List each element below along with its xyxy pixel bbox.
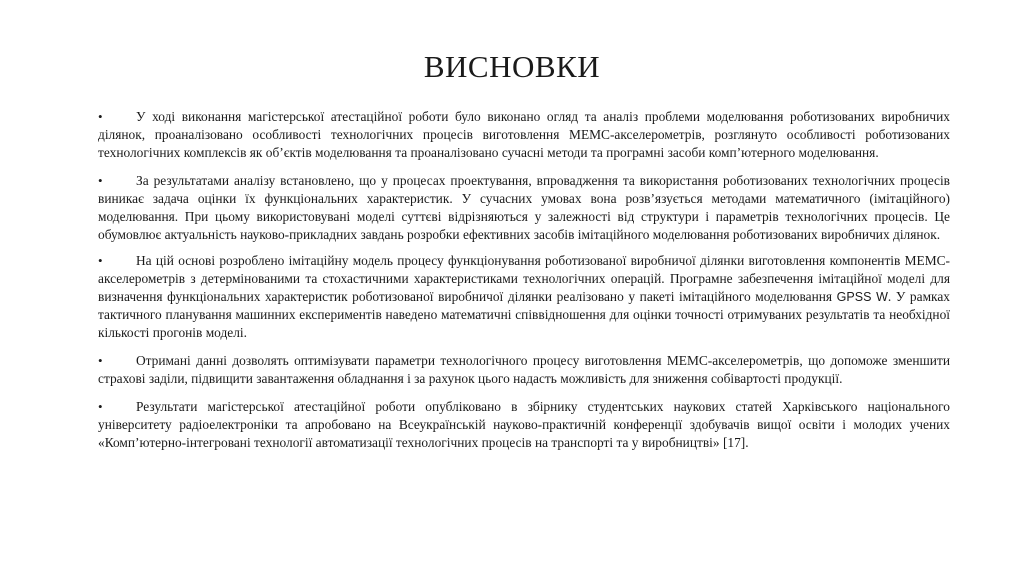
- conclusion-text-4: Отримані данні дозволять оптимізувати параметри технологічного процесу виготовлення МЕМС-акселерометрів, що допоможе зменшити страхові заділи, підвищити завантаження обладнання і за рахунок цього надасть можливість для зниження собівартості продукції.: [98, 353, 950, 386]
- slide-title: ВИСНОВКИ: [423, 49, 601, 84]
- conclusion-text-3-start: На цій основі розроблено імітаційну модель процесу функціонування роботизованої виробничої ділянки виготовлення компонентів МЕМС-акселерометрів з детермінованими та стохастичними характеристиками технологічних операцій. Програмне забезпечення імітаційної моделі для визначення функціональних характеристик роботизованої виробничої ділянки реалізовано у пакеті імітаційного моделювання: [98, 253, 950, 304]
- conclusion-paragraph-4: [98, 352, 950, 388]
- bullet-icon: •: [98, 173, 103, 188]
- conclusion-paragraph-3: [98, 252, 950, 342]
- conclusion-text-5: Результати магістерської атестаційної роботи опубліковано в збірнику студентських наукових статей Харківського національного університету радіоелектроніки та апробовано на Всеукраїнській науково-практичній конференції здобувачів вищої освіти і молодих учених «Комп’ютерно-інтегровані технології автоматизації технологічних процесів на транспорті та у виробництві» [17].: [98, 399, 950, 450]
- bullet-icon: •: [98, 399, 103, 414]
- conclusion-paragraph-2: [98, 172, 950, 244]
- bullet-icon: •: [98, 109, 103, 124]
- bullet-icon: •: [98, 253, 103, 268]
- conclusion-text-3-end: . У рамках тактичного планування машинних експериментів наведено математичні співвідношення для оцінки точності отримуваних результатів та необхідної кількості прогонів моделі.: [98, 289, 950, 340]
- conclusion-paragraph-1: [98, 108, 950, 162]
- conclusion-paragraph-5: [98, 398, 950, 452]
- bullet-icon: •: [98, 353, 103, 368]
- conclusion-text-2: За результатами аналізу встановлено, що у процесах проектування, впровадження та використання роботизованих технологічних процесів виникає задача оцінки їх функціональних характеристик. У сучасних умовах вона розв’язується методами математичного (імітаційного) моделювання. При цьому використовувані моделі суттєві відрізняються у залежності від структури і параметрів технологічних процесів. Це обумовлює актуальність науково-прикладних завдань розробки ефективних засобів імітаційного моделювання роботизованих виробничих ділянок.: [98, 173, 950, 242]
- software-package-name: GPSS W: [836, 290, 888, 304]
- conclusions-list: [98, 108, 950, 462]
- conclusion-text-1: У ході виконання магістерської атестаційної роботи було виконано огляд та аналіз проблеми моделювання роботизованих виробничих ділянок, проаналізовано особливості технологічних процесів виготовлення МЕМС-акселерометрів, розглянуто особливості роботизованих технологічних комплексів як об’єктів моделювання та проаналізовано сучасні методи та програмні засоби комп’ютерного моделювання.: [98, 109, 950, 160]
